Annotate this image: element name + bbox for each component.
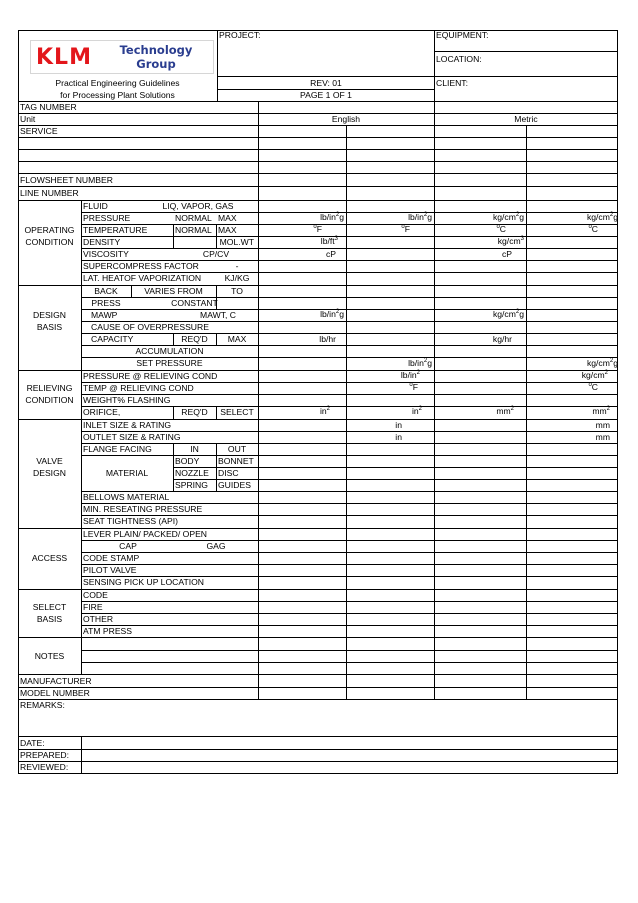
operating-section-label-2: CONDITION	[25, 237, 74, 247]
flowsheet-number-label: FLOWSHEET NUMBER	[20, 175, 113, 185]
valve-section-label-2: DESIGN	[33, 468, 66, 478]
tagline-1: Practical Engineering Guidelines	[55, 78, 180, 88]
to-label: TO	[231, 286, 243, 296]
relieving-section-label-2: CONDITION	[25, 395, 74, 405]
mawt-label: MAWT, C	[200, 310, 236, 320]
orifice-select-label: SELECT	[220, 407, 254, 417]
cap-label: CAP	[119, 541, 137, 551]
unit-set-english: $lb/in^2g$	[408, 358, 432, 368]
unit-psig-english-normal: $lb/in^2g$	[320, 212, 344, 222]
row-line	[81, 613, 618, 614]
min-reseating-label: MIN. RESEATING PRESSURE	[83, 504, 203, 514]
unit-mm2-metric-reqd: $mm^2$	[496, 406, 514, 416]
fluid-label: FLUID	[83, 201, 108, 211]
flange-out-label: OUT	[227, 444, 247, 454]
set-pressure-label: SET PRESSURE	[136, 358, 203, 368]
atm-press-label: ATM PRESS	[83, 626, 133, 636]
logo-klm-text: KLM	[36, 45, 92, 70]
capacity-label: CAPACITY	[91, 334, 134, 344]
metric-header: Metric	[514, 114, 538, 124]
border-bottom	[18, 773, 618, 774]
temperature-label: TEMPERATURE	[83, 225, 148, 235]
row-line	[18, 687, 618, 688]
unit-mm-inlet: mm	[595, 420, 610, 430]
location-label: LOCATION:	[436, 54, 482, 64]
unit-mm-outlet: mm	[595, 432, 610, 442]
back-label: BACK	[94, 286, 118, 296]
unit-label: Unit	[20, 114, 36, 124]
flange-in-label: IN	[190, 444, 199, 454]
unit-relieving-p-metric: $kg/cm^2$	[581, 370, 608, 380]
relieving-section-label-1: RELIEVING	[26, 383, 73, 393]
pilot-valve-label: PILOT VALVE	[83, 565, 137, 575]
valve-section-label-1: VALVE	[36, 456, 63, 466]
line-number-label: LINE NUMBER	[20, 188, 79, 198]
viscosity-label: VISCOSITY	[83, 249, 129, 259]
bonnet-label: BONNET	[218, 456, 254, 466]
row-line	[81, 625, 618, 626]
constant-label: CONSTANT	[171, 298, 218, 308]
gag-label: GAG	[206, 541, 226, 551]
unit-kghr: kg/hr	[492, 334, 512, 344]
liq-vapor-gas-label: LIQ, VAPOR, GAS	[162, 201, 234, 211]
material-label: MATERIAL	[105, 468, 149, 478]
row-line	[18, 125, 618, 126]
unit-in2-english-reqd: $in^2$	[319, 406, 330, 416]
tagline-2: for Processing Plant Solutions	[60, 90, 175, 100]
unit-c-metric-max: $^o$C	[588, 224, 598, 234]
unit-lbhr: lb/hr	[319, 334, 336, 344]
prepared-label: PREPARED:	[20, 750, 70, 760]
col-line-section	[81, 200, 82, 675]
row-line	[81, 236, 618, 237]
row-line	[81, 333, 618, 334]
unit-kgcm2-metric-normal: $kg/cm^2g$	[492, 212, 524, 222]
unit-mawp-metric: $kg/cm^2g$	[492, 309, 524, 319]
row-line	[81, 564, 618, 565]
outlet-size-label: OUTLET SIZE & RATING	[83, 432, 181, 442]
company-logo	[30, 40, 214, 74]
unit-c-metric-normal: $^o$C	[496, 224, 506, 234]
unit-in-inlet: in	[395, 420, 402, 430]
row-line	[81, 309, 618, 310]
row-line	[18, 173, 618, 174]
max-label-1: MAX	[218, 213, 237, 223]
logo-line-1: Technology	[119, 43, 193, 57]
select-section-label-2: BASIS	[36, 614, 63, 624]
row-line	[18, 137, 618, 138]
operating-section-label-1: OPERATING	[24, 225, 75, 235]
section-line	[18, 589, 618, 590]
flange-facing-label: FLANGE FACING	[83, 444, 152, 454]
model-number-label: MODEL NUMBER	[20, 688, 90, 698]
inlet-size-label: INLET SIZE & RATING	[83, 420, 172, 430]
border-top	[18, 30, 618, 31]
client-label: CLIENT:	[436, 78, 468, 88]
code-stamp-label: CODE STAMP	[83, 553, 140, 563]
lat-heat-label: LAT. HEATOF VAPORIZATION	[83, 273, 202, 283]
logo-technology-group	[105, 43, 207, 71]
row-line	[81, 248, 618, 249]
row-line	[18, 749, 618, 750]
remarks-label: REMARKS:	[20, 700, 65, 710]
header-hline-equip	[434, 51, 617, 52]
row-line	[81, 552, 618, 553]
row-line	[18, 200, 618, 201]
section-line	[18, 637, 618, 638]
capacity-reqd-label: REQ'D	[181, 334, 208, 344]
header-hline-1	[217, 76, 617, 77]
normal-label-2: NORMAL	[175, 225, 212, 235]
row-line	[18, 186, 618, 187]
project-label: PROJECT:	[219, 30, 261, 40]
accumulation-label: ACCUMULATION	[135, 346, 204, 356]
tag-number-label: TAG NUMBER	[20, 102, 77, 112]
max-label-2: MAX	[218, 225, 237, 235]
weight-flashing-label: WEIGHT% FLASHING	[83, 395, 171, 405]
select-section-label-1: SELECT	[32, 602, 67, 612]
logo-line-2: Group	[136, 57, 176, 71]
pressure-relieving-label: PRESSURE @ RELIEVING COND	[83, 371, 218, 381]
spring-label: SPRING	[175, 480, 208, 490]
mawp-label: MAWP	[91, 310, 118, 320]
row-line	[18, 699, 618, 700]
col-line-english	[258, 101, 259, 699]
row-line	[18, 736, 618, 737]
kj-kg-label: KJ/KG	[224, 273, 250, 283]
access-section-label: ACCESS	[31, 553, 68, 563]
datasheet-form	[18, 30, 618, 774]
unit-relieving-t-metric: $^o$C	[588, 382, 598, 392]
code-label: CODE	[83, 590, 108, 600]
design-section-label-1: DESIGN	[33, 310, 66, 320]
revision: REV: 01	[310, 78, 342, 88]
col-line-metric	[434, 101, 435, 699]
lever-label: LEVER PLAIN/ PACKED/ OPEN	[83, 529, 208, 539]
page-number: PAGE 1 OF 1	[300, 90, 352, 100]
row-line	[81, 540, 618, 541]
cp-cv-label: CP/CV	[202, 249, 230, 259]
pressure-label: PRESSURE	[83, 213, 131, 223]
service-label: SERVICE	[20, 126, 58, 136]
cause-overpressure-label: CAUSE OF OVERPRESSURE	[91, 322, 209, 332]
row-line	[18, 149, 618, 150]
date-label: DATE:	[20, 738, 45, 748]
varies-from-label: VARIES FROM	[144, 286, 203, 296]
unit-relieving-p-english: $lb/in^2$	[400, 370, 420, 380]
supercompress-dash: -	[235, 261, 239, 271]
row-line	[81, 650, 618, 651]
unit-kgcm2-metric-max: $kg/cm^2g$	[586, 212, 618, 222]
unit-cp-metric: cP	[501, 249, 512, 259]
temp-relieving-label: TEMP @ RELIEVING COND	[83, 383, 194, 393]
english-header: English	[331, 114, 361, 124]
unit-f-english-max: $^o$F	[401, 224, 410, 234]
fire-label: FIRE	[83, 602, 103, 612]
row-line	[81, 662, 618, 663]
bellows-material-label: BELLOWS MATERIAL	[83, 492, 170, 502]
sensing-pickup-label: SENSING PICK UP LOCATION	[83, 577, 204, 587]
row-line	[81, 455, 618, 456]
manufacturer-label: MANUFACTURER	[20, 676, 92, 686]
supercompress-label: SUPERCOMPRESS FACTOR	[83, 261, 199, 271]
body-label: BODY	[175, 456, 200, 466]
equipment-label: EQUIPMENT:	[436, 30, 489, 40]
unit-f-english-normal: $^o$F	[313, 224, 322, 234]
unit-mm2-metric-select: $mm^2$	[592, 406, 610, 416]
density-label: DENSITY	[83, 237, 121, 247]
unit-cp-english: cP	[325, 249, 336, 259]
unit-set-metric: $kg/cm^2g$	[586, 358, 618, 368]
row-line	[81, 443, 618, 444]
guides-label: GUIDES	[218, 480, 251, 490]
row-line	[173, 467, 618, 468]
unit-kgcm3: $kg/cm^3$	[497, 236, 524, 246]
notes-section-label: NOTES	[34, 651, 65, 661]
unit-in2-english-select: $in^2$	[411, 406, 422, 416]
row-line	[18, 761, 618, 762]
orifice-label: ORIFICE,	[83, 407, 121, 417]
design-section-label-2: BASIS	[36, 322, 63, 332]
col-line-footer	[81, 736, 82, 774]
disc-label: DISC	[218, 468, 239, 478]
seat-tightness-label: SEAT TIGHTNESS (API)	[83, 516, 179, 526]
unit-relieving-t-english: $^o$F	[409, 382, 418, 392]
reviewed-label: REVIEWED:	[20, 762, 69, 772]
row-line	[18, 161, 618, 162]
unit-in-outlet: in	[395, 432, 402, 442]
section-line	[18, 674, 618, 675]
row-line	[81, 601, 618, 602]
header-hline-3	[18, 101, 618, 102]
normal-label-1: NORMAL	[175, 213, 212, 223]
unit-lbft3: $lb/ft^3$	[320, 236, 338, 246]
unit-psig-english-max: $lb/in^2g$	[408, 212, 432, 222]
other-label: OTHER	[83, 614, 114, 624]
unit-mawp-english: $lb/in^2g$	[320, 309, 344, 319]
nozzle-label: NOZZLE	[175, 468, 209, 478]
capacity-max-label: MAX	[227, 334, 247, 344]
orifice-reqd-label: REQ'D	[181, 407, 208, 417]
mol-wt-label: MOL.WT	[219, 237, 254, 247]
press-label: PRESS	[91, 298, 121, 308]
